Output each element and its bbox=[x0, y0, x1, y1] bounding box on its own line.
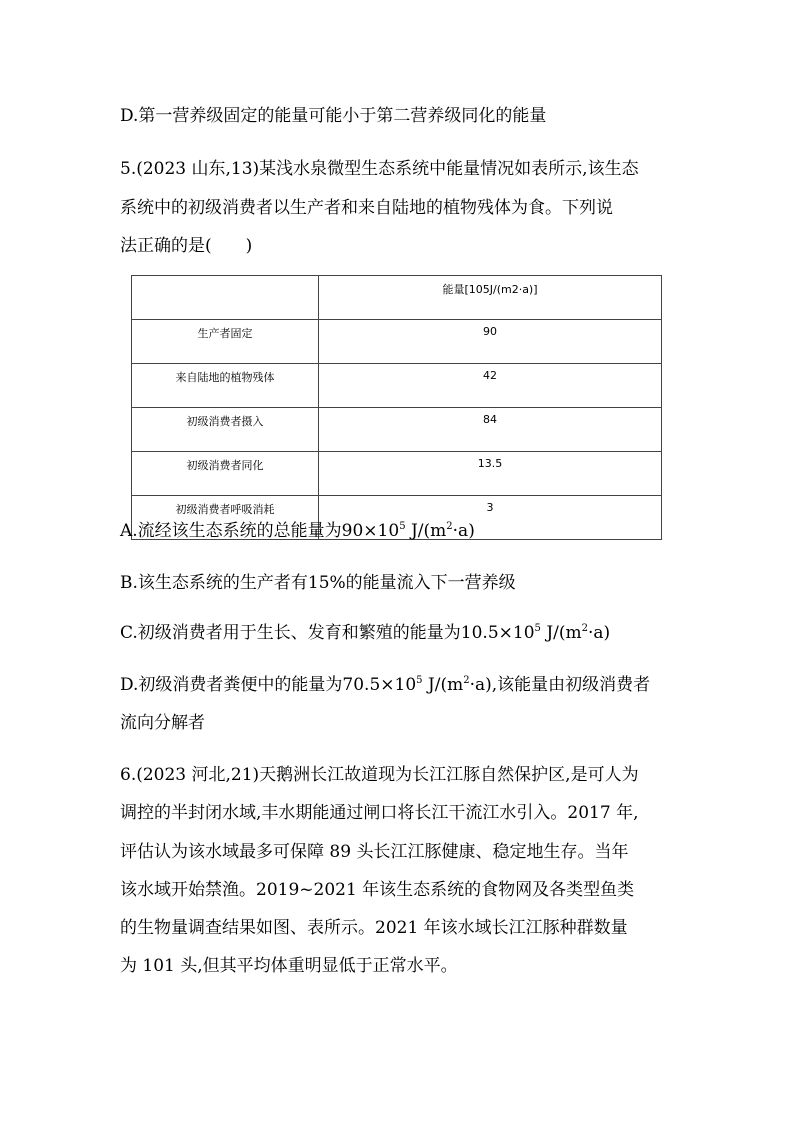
question-6-line-1: 6.(2023 河北,21)天鹅洲长江故道现为长江江豚自然保护区,是可人为 bbox=[120, 765, 639, 785]
question-5-line-3: 法正确的是( ) bbox=[120, 236, 253, 256]
option-d-text: D.初级消费者粪便中的能量为70.5×10 bbox=[120, 675, 417, 695]
question-6-line-4: 该水域开始禁渔。2019~2021 年该生态系统的食物网及各类型鱼类 bbox=[120, 880, 635, 900]
option-d-unit: J/(m bbox=[422, 675, 464, 695]
option-c-unit: J/(m bbox=[540, 623, 582, 643]
option-c-text: C.初级消费者用于生长、发育和繁殖的能量为10.5×10 bbox=[120, 623, 535, 643]
table-header-row bbox=[132, 276, 662, 320]
option-a-unit-exponent: 2 bbox=[446, 521, 453, 532]
table-cell: 生产者固定 bbox=[132, 320, 319, 364]
question-6-line-2: 调控的半封闭水域,丰水期能通过闸口将长江干流江水引入。2017 年, bbox=[120, 803, 639, 823]
table-row bbox=[132, 364, 662, 408]
option-a-exponent: 5 bbox=[399, 521, 406, 532]
option-a bbox=[120, 520, 475, 542]
option-d-unit-exponent: 2 bbox=[463, 675, 470, 686]
option-c bbox=[120, 622, 610, 644]
option-a-unit-end: ·a) bbox=[452, 521, 475, 541]
table-row bbox=[132, 452, 662, 496]
option-d-line-2: 流向分解者 bbox=[120, 713, 205, 733]
table-row bbox=[132, 320, 662, 364]
question-6-line-6: 为 101 头,但其平均体重明显低于正常水平。 bbox=[120, 956, 458, 976]
question-6-line-3: 评估认为该水域最多可保障 89 头长江江豚健康、稳定地生存。当年 bbox=[120, 842, 629, 862]
table-cell: 90 bbox=[319, 320, 662, 364]
table-cell: 42 bbox=[319, 364, 662, 408]
option-b: B.该生态系统的生产者有15%的能量流入下一营养级 bbox=[120, 573, 516, 593]
table-cell: 初级消费者同化 bbox=[132, 452, 319, 496]
table-cell: 3 bbox=[319, 496, 662, 540]
table-cell: 13.5 bbox=[319, 452, 662, 496]
energy-table bbox=[131, 275, 662, 540]
question-6-line-5: 的生物量调查结果如图、表所示。2021 年该水域长江江豚种群数量 bbox=[120, 918, 628, 938]
option-d-exponent: 5 bbox=[416, 675, 423, 686]
option-c-unit-end: ·a) bbox=[588, 623, 611, 643]
question-5-line-1: 5.(2023 山东,13)某浅水泉微型生态系统中能量情况如表所示,该生态 bbox=[120, 159, 639, 179]
option-c-exponent: 5 bbox=[534, 623, 541, 634]
table-header-cell bbox=[132, 276, 319, 320]
option-d bbox=[120, 674, 650, 696]
option-d-unit-end: ·a),该能量由初级消费者 bbox=[469, 675, 651, 695]
option-d-prev: D.第一营养级固定的能量可能小于第二营养级同化的能量 bbox=[120, 106, 547, 126]
table-cell: 初级消费者呼吸消耗 bbox=[132, 496, 319, 540]
question-5-line-2: 系统中的初级消费者以生产者和来自陆地的植物残体为食。下列说 bbox=[120, 198, 613, 218]
option-a-text: A.流经该生态系统的总能量为90×10 bbox=[120, 521, 400, 541]
option-c-unit-exponent: 2 bbox=[581, 623, 588, 634]
table-cell: 初级消费者摄入 bbox=[132, 408, 319, 452]
table-row bbox=[132, 408, 662, 452]
option-a-unit: J/(m bbox=[405, 521, 447, 541]
table-cell: 84 bbox=[319, 408, 662, 452]
table-cell: 来自陆地的植物残体 bbox=[132, 364, 319, 408]
table-header-cell: 能量[105J/(m2·a)] bbox=[319, 276, 662, 320]
